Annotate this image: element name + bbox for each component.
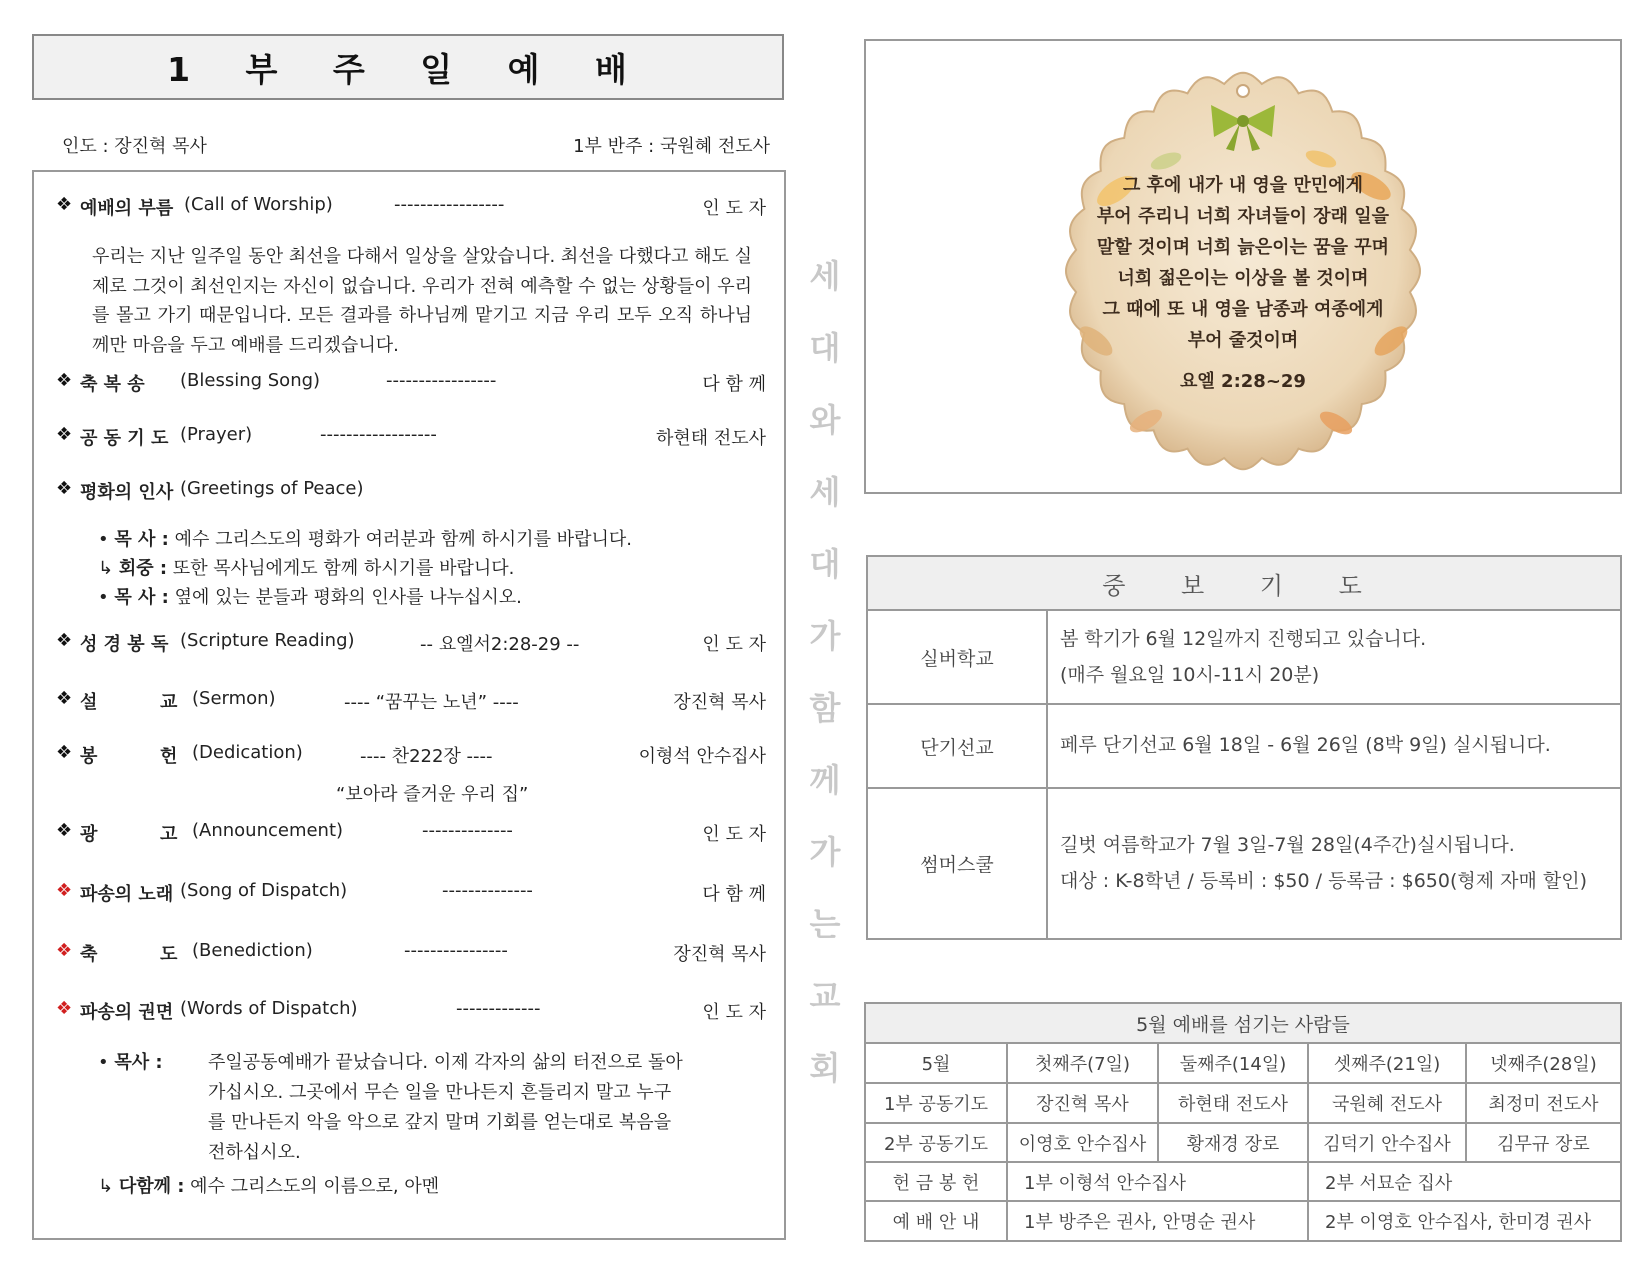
tag-hole — [1237, 85, 1249, 97]
item-announcement — [56, 820, 766, 850]
item-mid: -- 요엘서2:28-29 -- — [420, 634, 580, 655]
item-en: (Words of Dispatch) — [180, 998, 358, 1019]
dispatch-all: ↳ 다함께 : 예수 그리스도의 이름으로, 아멘 — [98, 1176, 440, 1197]
item-mid: ------------- — [456, 998, 541, 1019]
peace-line: • 목 사 : 예수 그리스도의 평화가 여러분과 함께 하시기를 바랍니다. — [98, 529, 632, 550]
peace-line: • 목 사 : 옆에 있는 분들과 평화의 인사를 나누십시오. — [98, 587, 522, 608]
intercession-row — [868, 789, 1620, 938]
item-ko: 축 복 송 — [80, 374, 145, 395]
item-who: 이형석 안수집사 — [638, 746, 766, 767]
item-ko: 설 교 — [80, 692, 178, 713]
servants-title: 5월 예배를 섬기는 사람들 — [866, 1004, 1620, 1044]
servants-cell: 2부 공동기도 — [866, 1124, 1008, 1163]
servants-cell: 이영호 안수집사 — [1008, 1124, 1159, 1163]
servants-header-cell: 둘째주(14일) — [1159, 1044, 1309, 1084]
item-ko: 축 도 — [80, 944, 178, 965]
item-ko: 파송의 권면 — [80, 1002, 174, 1023]
order-of-worship — [32, 170, 786, 1240]
guide-second: 2부 이영호 안수집사, 한미경 권사 — [1325, 1212, 1592, 1233]
intercession-label: 단기선교 — [868, 705, 1048, 787]
diamond-icon: ❖ — [56, 880, 73, 901]
leader: 인도 : 장진혁 목사 — [62, 136, 207, 157]
offering-second: 2부 서묘순 집사 — [1309, 1163, 1620, 1202]
item-mid: ---------------- — [404, 940, 508, 961]
diamond-icon: ❖ — [56, 478, 73, 499]
item-en: (Greetings of Peace) — [180, 478, 364, 499]
diamond-icon: ❖ — [56, 998, 73, 1019]
intercession-text: (매주 월요일 10시-11시 20분) — [1060, 664, 1320, 686]
item-ko: 공 동 기 도 — [80, 428, 169, 449]
item-who: 장진혁 목사 — [673, 692, 766, 713]
item-en: (Sermon) — [192, 688, 276, 709]
servants-cell: 김덕기 안수집사 — [1309, 1124, 1467, 1163]
item-en: (Dedication) — [192, 742, 303, 763]
intercession-text: 대상 : K-8학년 / 등록비 : $50 / 등록금 : $650(형제 자매 할인) — [1060, 870, 1587, 892]
item-who: 인 도 자 — [702, 1002, 766, 1023]
item-who: 장진혁 목사 — [673, 944, 766, 965]
servants-cell: 장진혁 목사 — [1008, 1084, 1159, 1124]
offering-label: 헌 금 봉 헌 — [866, 1163, 1008, 1202]
item-greetings-of-peace — [56, 478, 766, 508]
intercession-title: 중 보 기 도 — [868, 557, 1620, 611]
item-ko: 성 경 봉 독 — [80, 634, 169, 655]
scripture-ref: 요엘 2:28~29 — [1180, 371, 1306, 392]
diamond-icon: ❖ — [56, 688, 73, 709]
servants-header-cell: 셋째주(21일) — [1309, 1044, 1467, 1084]
diamond-icon: ❖ — [56, 630, 73, 651]
item-ko: 예배의 부름 — [80, 198, 174, 219]
item-who: 다 함 께 — [702, 374, 766, 395]
item-sermon — [56, 688, 766, 718]
item-who: 하현태 전도사 — [655, 428, 766, 449]
vertical-slogan: 세 대 와 세 대 가 함 께 가 는 교 회 — [809, 257, 841, 1087]
servants-cell: 1부 공동기도 — [866, 1084, 1008, 1124]
intercession-row — [868, 611, 1620, 705]
intercession-label: 썸머스쿨 — [868, 789, 1048, 938]
item-scripture-reading — [56, 630, 766, 660]
servants-cell: 국원혜 전도사 — [1309, 1084, 1467, 1124]
scripture-line: 부어 주리니 너희 자녀들이 장래 일을 — [1096, 206, 1390, 227]
item-en: (Blessing Song) — [180, 370, 321, 391]
dispatch-pastor-line: 전하십시오. — [208, 1142, 301, 1163]
item-mid: ----------------- — [394, 194, 505, 215]
servants-cell: 하현태 전도사 — [1159, 1084, 1309, 1124]
servants-header-cell: 5월 — [866, 1044, 1008, 1084]
intercession-table — [866, 555, 1622, 940]
item-ko: 봉 헌 — [80, 746, 178, 767]
item-en: (Song of Dispatch) — [180, 880, 348, 901]
offering-first: 1부 이형석 안수집사 — [1008, 1163, 1309, 1202]
item-en: (Call of Worship) — [184, 194, 333, 215]
scripture-line: 말할 것이며 너희 늙은이는 꿈을 꾸며 — [1096, 237, 1390, 258]
item-call-of-worship — [56, 194, 766, 224]
item-mid: ---- “꿈꾸는 노년” ---- — [344, 692, 519, 713]
guide-first: 1부 방주은 권사, 안명순 권사 — [1008, 1202, 1309, 1240]
servants-cell: 김무규 장로 — [1467, 1124, 1620, 1163]
diamond-icon: ❖ — [56, 370, 73, 391]
diamond-icon: ❖ — [56, 194, 73, 215]
call-text: 우리는 지난 일주일 동안 최선을 다해서 일상을 살았습니다. 최선을 다했다고 해도 실제로 그것이 최선인지는 자신이 없습니다. 우리가 전혀 예측할 수 없는 상황들이 우리를 몰고 가기 때문입니다. 모든 결과를 하나님께 맡기고 지금 우리 모두 오직 하나님께만 마음을 두고 예배를 드리겠습니다. — [92, 246, 752, 356]
item-ko: 평화의 인사 — [80, 482, 174, 503]
item-mid: -------------- — [422, 820, 513, 841]
scripture-card — [866, 41, 1620, 492]
servants-table — [864, 1002, 1622, 1242]
item-benediction — [56, 940, 766, 970]
servants-header-cell: 첫째주(7일) — [1008, 1044, 1159, 1084]
intercession-text: 봄 학기가 6월 12일까지 진행되고 있습니다. — [1060, 628, 1427, 650]
item-who: 인 도 자 — [702, 634, 766, 655]
item-en: (Benediction) — [192, 940, 313, 961]
item-mid: ---- 찬222장 ---- — [360, 746, 493, 767]
dispatch-pastor-line: 주일공동예배가 끝났습니다. 이제 각자의 삶의 터전으로 돌아 — [208, 1052, 683, 1073]
scripture-line: 그 때에 또 내 영을 남종과 여종에게 — [1102, 299, 1384, 320]
item-who: 인 도 자 — [702, 198, 766, 219]
item-dedication — [56, 742, 766, 772]
leader-line — [62, 132, 770, 158]
intercession-text: 페루 단기선교 6월 18일 - 6월 26일 (8박 9일) 실시됩니다. — [1060, 734, 1551, 756]
servants-header-cell: 넷째주(28일) — [1467, 1044, 1620, 1084]
servants-cell: 최정미 전도사 — [1467, 1084, 1620, 1124]
item-en: (Scripture Reading) — [180, 630, 355, 651]
item-song-of-dispatch — [56, 880, 766, 910]
guide-label: 예 배 안 내 — [866, 1202, 1008, 1240]
accompanist: 1부 반주 : 국원혜 전도사 — [573, 136, 770, 157]
item-who: 인 도 자 — [702, 824, 766, 845]
item-who: 다 함 께 — [702, 884, 766, 905]
item-mid: ----------------- — [386, 370, 497, 391]
item-en: (Prayer) — [180, 424, 253, 445]
scripture-card-frame — [864, 39, 1622, 494]
item-blessing-song — [56, 370, 766, 400]
item-ko: 파송의 노래 — [80, 884, 174, 905]
item-mid: -------------- — [442, 880, 533, 901]
scripture-line: 부어 줄것이며 — [1187, 330, 1299, 351]
diamond-icon: ❖ — [56, 940, 73, 961]
dispatch-pastor: • 목사 : — [98, 1052, 163, 1073]
intercession-label: 실버학교 — [868, 611, 1048, 703]
intercession-row — [868, 705, 1620, 789]
item-ko: 광 고 — [80, 824, 178, 845]
intercession-text: 길벗 여름학교가 7월 3일-7월 28일(4주간)실시됩니다. — [1060, 834, 1515, 856]
page-title: 1 부 주 일 예 배 — [32, 34, 784, 100]
item-prayer — [56, 424, 766, 454]
diamond-icon: ❖ — [56, 820, 73, 841]
servants-cell: 황재경 장로 — [1159, 1124, 1309, 1163]
dedication-hymn: “보아라 즐거운 우리 집” — [336, 784, 529, 805]
diamond-icon: ❖ — [56, 424, 73, 445]
dispatch-pastor-line: 를 만나든지 악을 악으로 갚지 말며 기회를 얻는대로 복음을 — [208, 1112, 672, 1133]
item-words-of-dispatch — [56, 998, 766, 1028]
scripture-line: 너희 젊은이는 이상을 볼 것이며 — [1117, 268, 1369, 289]
peace-line: ↳ 회중 : 또한 목사님에게도 함께 하시기를 바랍니다. — [98, 558, 515, 579]
scripture-line: 그 후에 내가 내 영을 만민에게 — [1123, 175, 1363, 196]
item-en: (Announcement) — [192, 820, 344, 841]
item-mid: ------------------ — [320, 424, 437, 445]
dispatch-pastor-line: 가십시오. 그곳에서 무슨 일을 만나든지 흔들리지 말고 누구 — [208, 1082, 672, 1103]
diamond-icon: ❖ — [56, 742, 73, 763]
